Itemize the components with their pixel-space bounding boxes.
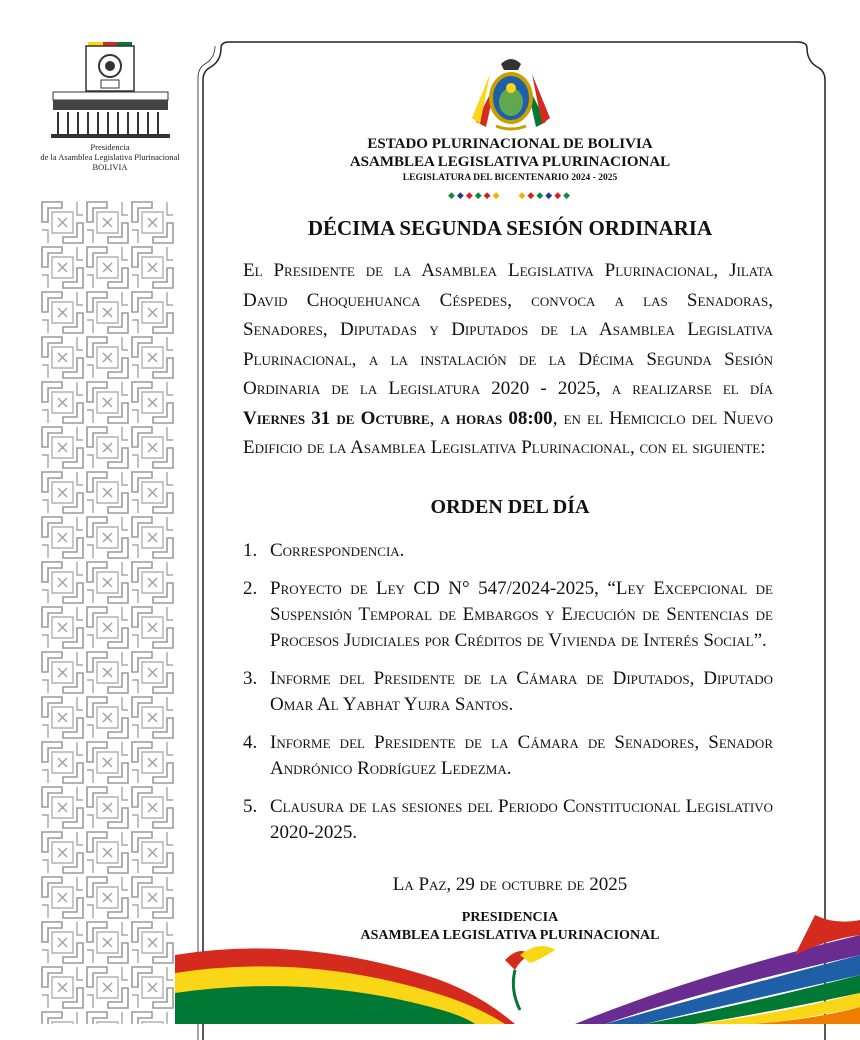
item-number: 3. — [243, 668, 258, 689]
agenda-item — [243, 730, 773, 782]
intro-paragraph — [243, 256, 773, 463]
item-text: Correspondencia. — [270, 540, 405, 561]
intro-part-2: , — [429, 407, 441, 429]
header-line-3: LEGISLATURA DEL BICENTENARIO 2024 - 2025 — [402, 173, 618, 183]
session-time: a horas 08:00 — [440, 407, 553, 429]
logo-line-3: BOLIVIA — [92, 162, 128, 172]
logo-line-1: Presidencia — [90, 142, 130, 152]
agenda-item — [243, 538, 773, 564]
item-number: 5. — [243, 796, 258, 817]
flag-waves-decoration — [175, 915, 860, 1024]
item-text: Informe del Presidente de la Cámara de Diputados, Diputado Omar Al Yabhat Yujra Santos. — [270, 668, 773, 715]
header-line-1: ESTADO PLURINACIONAL DE BOLIVIA — [367, 136, 653, 152]
item-text: Clausura de las sesiones del Periodo Constitucional Legislativo 2020-2025. — [270, 796, 773, 843]
item-text: Informe del Presidente de la Cámara de Senadores, Senador Andrónico Rodríguez Ledezma. — [270, 732, 773, 779]
agenda-item — [243, 794, 773, 846]
andean-pattern-strip — [40, 200, 175, 1024]
header-line-2: ASAMBLEA LEGISLATIVA PLURINACIONAL — [349, 154, 671, 170]
agenda-title: ORDEN DEL DÍA — [430, 496, 590, 518]
place-date: La Paz, 29 de octubre de 2025 — [392, 874, 628, 895]
signature-line-1: PRESIDENCIA — [461, 910, 559, 925]
item-number: 4. — [243, 732, 258, 753]
item-number: 2. — [243, 578, 258, 599]
session-date: Viernes 31 de Octubre — [243, 407, 430, 429]
agenda-list — [243, 538, 773, 858]
bolivia-coat-of-arms-icon — [466, 52, 556, 134]
wiphala-wave — [575, 915, 860, 1024]
presidency-logo — [40, 40, 180, 172]
signature-line-2: ASAMBLEA LEGISLATIVA PLURINACIONAL — [360, 928, 660, 943]
agenda-item — [243, 666, 773, 718]
session-title: DÉCIMA SEGUNDA SESIÓN ORDINARIA — [307, 216, 713, 240]
intro-part-1: El Presidente de la Asamblea Legislativa Plurinacional, Jilata David Choquehuanca Céspedes, convoca a las Senadoras, Senadores, Diputadas y Diputados de la Asamblea Legislativa Plurinacional, a la instalación de la Décima Segunda Sesión Ordinaria de la Legislatura 2020 - 2025, a realizarse el día — [243, 260, 773, 399]
legislative-building-icon — [48, 40, 173, 140]
item-number: 1. — [243, 540, 258, 561]
agenda-item — [243, 576, 773, 654]
item-text: Proyecto de Ley CD N° 547/2024-2025, “Ley Excepcional de Suspensión Temporal de Embargos y Ejecución de Sentencias de Procesos Judiciales por Créditos de Vivienda de Interés Social”. — [270, 578, 773, 651]
logo-line-2: de la Asamblea Legislativa Plurinacional — [40, 152, 180, 162]
flower-icon — [505, 946, 555, 1010]
intro-part-3: , en el Hemiciclo del Nuevo Edificio de la Asamblea Legislativa Plurinacional, con el siguiente: — [243, 407, 773, 458]
diamond-divider: ◆◆◆◆◆◆ ◆◆◆◆◆◆ — [447, 190, 573, 200]
